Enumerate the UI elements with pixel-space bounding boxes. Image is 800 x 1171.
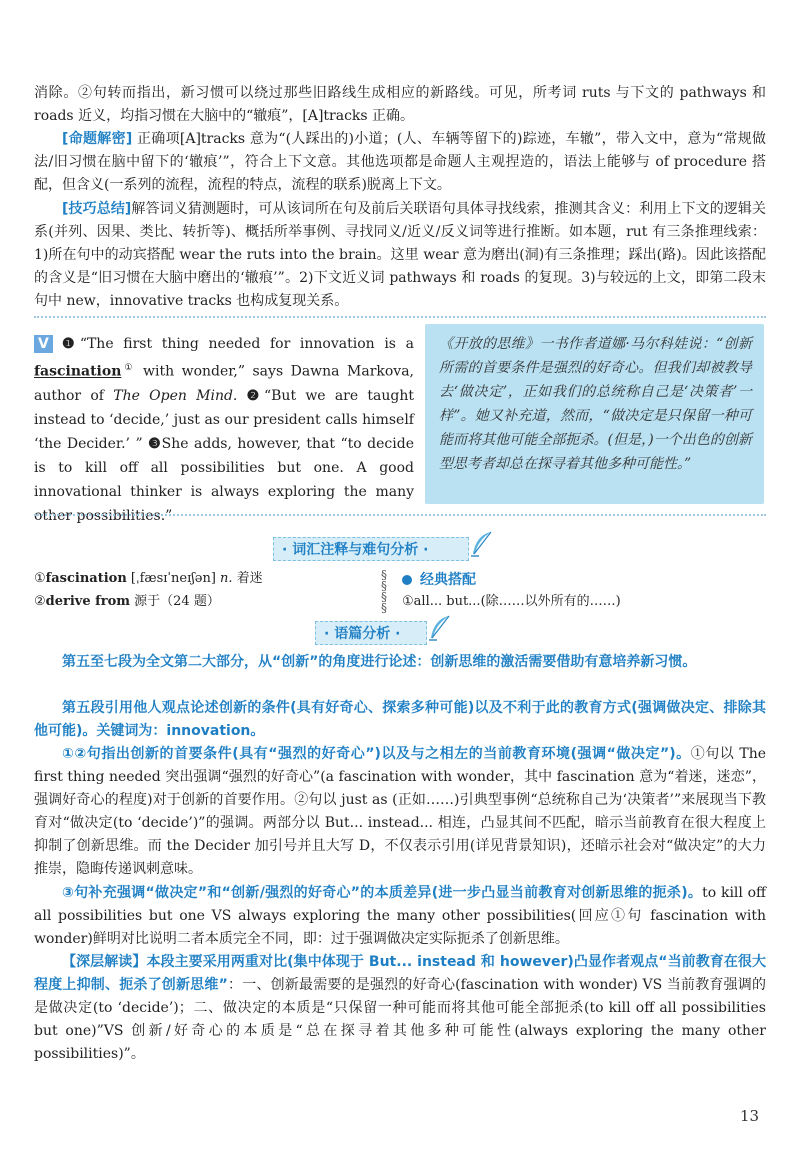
feather-quill-icon <box>469 530 493 558</box>
bullet-icon <box>402 575 412 585</box>
decode-paragraph <box>34 128 766 197</box>
deep-reading-paragraph <box>34 951 766 1066</box>
vocab-phonetic-1: [ˌfæsɪˈneɪʃən] <box>126 571 221 586</box>
decode-text: 正确项[A]tracks 意为“(人踩出的)小道；(人、车辆等留下的)踪迹，车辙”，带入文中，意为“常规做法/旧习惯在脑中留下的‘辙痕’”，符合上下文意。其他选项都是命题人主观捏造的，语法上能够与 of procedure 搭配，但含义(一系列的流程，流程的特点，流程的联系)脱离上下文。 <box>34 131 766 193</box>
spring-divider-icon: § § § § <box>381 568 387 615</box>
skill-text: 解答词义猜测题时，可从该词所在句及前后关联语句具体寻找线索，推测其含义：利用上下文的逻辑关系(并列、因果、类比、转折等)、概括所举事例、寻找同义/近义/反义词等进行推断。如本题，rut 有三条推理线索：1)所在句中的动宾搭配 wear the ruts into the brain。这里 wear 意为磨出(洞)有三条推理；踩出(路)。因此该搭配的含义是“旧习惯在大脑中磨出的‘辙痕’”。2)下文近义词 pathways 和 roads 的复现。3)与较远的上文，即第二段末句中 new，innovative tracks 也构成复现关系。 <box>34 201 767 309</box>
analysis-paragraph-2: 第五段引用他人观点论述创新的条件(具有好奇心、探索多种可能)以及不利于此的教育方式(强调做决定、排除其他可能)。关键词为：innovation。 <box>34 700 766 739</box>
sentence-number-3: ❸ <box>148 435 162 452</box>
vocab-meaning-1: 着迷 <box>232 571 263 586</box>
analysis-4-text: to kill off all possibilities but one VS always exploring the many other possibilities(回应①句 fascination with wonder)鲜明对比说明二者本质完全不同，即：过于强调做决定实际扼杀了创新思维。 <box>34 885 766 947</box>
sentence-2: “But we are taught instead to ‘decide,’ just as our president calls himself ‘the Decider.’ ” <box>34 387 415 452</box>
sentence-number-2: ❷ <box>246 387 264 404</box>
vocab-number-2: ② <box>34 594 46 609</box>
analysis-3-text: ①句以 The first thing needed 突出强调“强烈的好奇心”(a fascination with wonder，其中 fascination 意为“着迷，迷恋”，强调好奇心的程度)对于创新的首要作用。②句以 just as (正如……)引典型事例“总统称自己为‘决策者’”来展现当下教育对“做决定(to ‘decide’)”的强调。两部分以 But... instead... 相连，凸显其间不匹配，暗示当前教育在很大程度上抑制了创新思维。而 the Decider 加引号并且大写 D，不仅表示引用(详见背景知识)，还暗示社会对“做决定”的大力推崇，隐晦传递讽刺意味。 <box>34 746 766 877</box>
analysis-paragraph-3 <box>34 743 766 881</box>
sentence-1a: “The first thing needed for innovation is a <box>79 336 414 352</box>
collocation-item: ①all... but...(除……以外所有的……) <box>402 594 621 609</box>
divider-bottom <box>34 514 766 516</box>
book-title: The Open Mind <box>113 387 233 404</box>
analysis-paragraph-1: 第五至七段为全文第二大部分，从“创新”的角度进行论述：创新思维的激活需要借助有意培养新习惯。 <box>62 654 697 670</box>
vocab-number-1: ① <box>34 571 46 586</box>
feather-quill-icon <box>427 614 451 642</box>
vocab-meaning-2: 源于（24 题） <box>130 594 220 609</box>
decode-label: [命题解密] <box>62 131 133 147</box>
translation-box <box>425 324 764 504</box>
collocation-heading <box>402 569 476 589</box>
analysis-3-highlight: ①②句指出创新的首要条件(具有“强烈的好奇心”)以及与之相左的当前教育环境(强调“做决定”)。 <box>62 746 691 762</box>
analysis-paragraph-4 <box>34 882 766 951</box>
deep-reading-label: 【深层解读】 <box>62 954 147 970</box>
vocab-pos-1: n. <box>220 571 233 586</box>
vocab-item-1 <box>34 568 263 589</box>
skill-paragraph <box>34 198 766 313</box>
deep-reading-text: ：一、创新最需要的是强烈的好奇心(fascination with wonder) VS 当前教育强调的是做决定(to ‘decide’)；二、做决定的本质是“只保留一种可能而将其他可能全部扼杀(to kill off all possibilities but one)”VS 创新/好奇心的本质是“总在探寻着其他多种可能性(always exploring the many other possibilities)”。 <box>34 977 767 1062</box>
footnote-mark: ① <box>121 363 136 373</box>
page-number: 13 <box>740 1107 760 1125</box>
sentence-1b: with wonder,” says Dawna Markova, author of <box>34 363 414 404</box>
top-paragraph: 消除。②句转而指出，新习惯可以绕过那些旧路线生成相应的新路线。可见，所考词 ruts 与下文的 pathways 和 roads 近义，均指习惯在大脑中的“辙痕”，[A]tracks 正确。 <box>34 85 766 124</box>
vocab-item-2 <box>34 591 220 612</box>
divider-top <box>34 316 766 318</box>
sentence-1-end: . <box>232 387 247 404</box>
passage-paragraph <box>34 332 414 528</box>
deep-reading-highlight: 本段主要采用两重对比(集中体现于 But... instead 和 however)凸显作者观点“当前教育在很大程度上抑制、扼杀了创新思维” <box>34 954 767 993</box>
passage-word-fascination: fascination <box>34 363 122 380</box>
sentence-3: She adds, however, that “to decide is to kill off all possibilities but one. A good innovational thinker is always exploring the many other possibilities.” <box>34 435 414 524</box>
vocab-word-2: derive from <box>45 594 131 609</box>
translation-text: 《开放的思维》一书作者道娜·马尔科娃说：“创新所需的首要条件是强烈的好奇心。但我们却被教导去‘做决定’，正如我们的总统称自己是‘决策者’一样”。她又补充道，然而，“做决定是只保留一种可能而将其他可能全部扼杀。(但是，)一个出色的创新型思考者却总在探寻着其他多种可能性。” <box>439 336 752 472</box>
collocation-title: 经典搭配 <box>420 572 476 588</box>
vocab-word-1: fascination <box>45 571 127 586</box>
skill-label: [技巧总结] <box>62 201 132 217</box>
paragraph-badge: V <box>34 335 53 353</box>
analysis-4-highlight: ③句补充强调“做决定”和“创新/强烈的好奇心”的本质差异(进一步凸显当前教育对创新思维的扼杀)。 <box>62 885 703 901</box>
vocab-section-title: · 词汇注释与难句分析 · <box>273 537 469 561</box>
sentence-number-1: ❶ <box>56 336 80 352</box>
analysis-section-title: · 语篇分析 · <box>315 621 427 645</box>
